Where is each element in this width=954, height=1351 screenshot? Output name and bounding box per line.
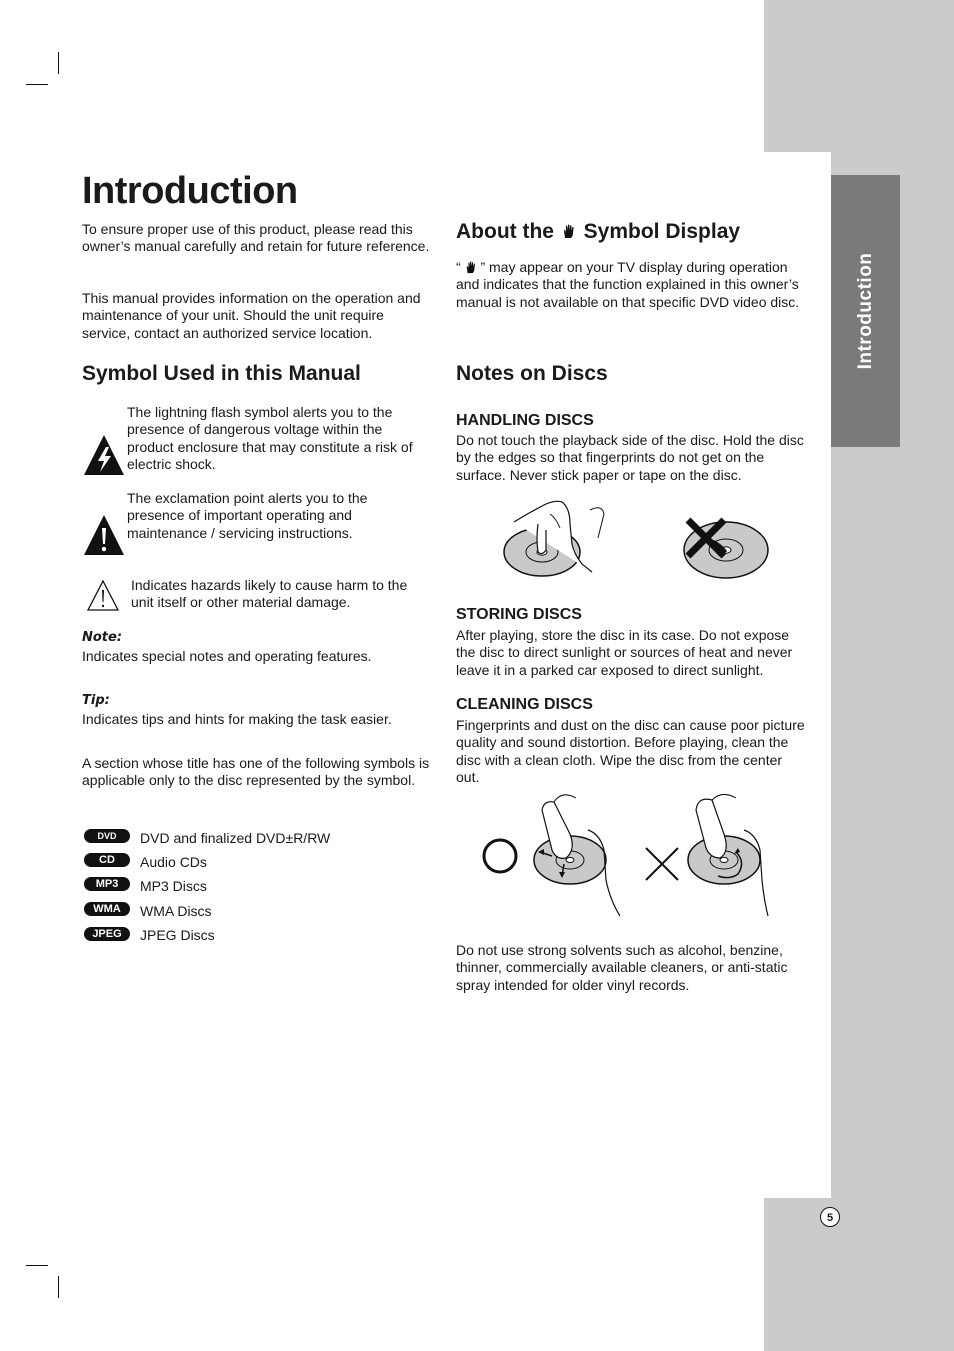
about-symbol-heading: About the Symbol Display — [456, 220, 741, 243]
hand-icon — [465, 261, 477, 274]
handling-discs-heading: HANDLING DISCS — [456, 412, 594, 429]
disc-label-mp3: MP3 Discs — [140, 878, 207, 894]
disc-badge-wma: WMA — [84, 902, 130, 916]
cleaning-discs-heading: CLEANING DISCS — [456, 696, 593, 713]
hazard-text: Indicates hazards likely to cause harm to the unit itself or other material damage. — [131, 577, 408, 611]
tip-label: Tip: — [82, 693, 110, 708]
disc-label-cd: Audio CDs — [140, 854, 207, 870]
storing-discs-text: After playing, store the disc in its case. Do not expose the disc to direct sunlight or sources of heat and never leave it in a parked car exposed to direct sunlight. — [456, 627, 793, 678]
disc-handling-correct-icon — [500, 494, 606, 580]
handling-discs-text: Do not touch the playback side of the disc. Hold the disc by the edges so that fingerprints do not get on the surface. Never stick paper or tape on the disc. — [456, 432, 804, 483]
crop-mark — [58, 1276, 59, 1298]
hand-icon — [562, 224, 576, 239]
disc-label-wma: WMA Discs — [140, 903, 212, 919]
disc-badge-dvd: DVD — [84, 829, 130, 843]
storing-discs-heading: STORING DISCS — [456, 606, 582, 623]
note-text: Indicates special notes and operating features. — [82, 648, 372, 664]
notes-on-discs-heading: Notes on Discs — [456, 362, 608, 385]
intro-paragraph-2: This manual provides information on the operation and maintenance of your unit. Should the unit require service, contact an authorized service location. — [82, 290, 421, 341]
about-symbol-text: “ ” may appear on your TV display during operation and indicates that the function explained in this owner’s manual is not available on that specific DVD video disc. — [456, 259, 800, 310]
disc-badge-cd: CD — [84, 853, 130, 867]
lightning-triangle-icon — [83, 434, 125, 476]
exclamation-text: The exclamation point alerts you to the presence of important operating and maintenance / servicing instructions. — [127, 490, 368, 541]
disc-cleaning-correct-icon — [480, 790, 620, 920]
side-tab-label: Introduction — [855, 252, 876, 370]
intro-paragraph-1: To ensure proper use of this product, please read this owner’s manual carefully and retain for future reference. — [82, 221, 430, 255]
note-label: Note: — [82, 630, 123, 645]
disc-label-jpeg: JPEG Discs — [140, 927, 215, 943]
caution-outline-icon — [86, 579, 120, 613]
tip-text: Indicates tips and hints for making the task easier. — [82, 711, 392, 727]
disc-intro-text: A section whose title has one of the following symbols is applicable only to the disc represented by the symbol. — [82, 755, 430, 789]
page-title: Introduction — [82, 170, 298, 212]
disc-badge-jpeg: JPEG — [84, 927, 130, 941]
margin-gray-bottom — [764, 1198, 954, 1351]
disc-badge-mp3: MP3 — [84, 877, 130, 891]
exclamation-triangle-icon — [83, 514, 125, 556]
disc-cleaning-wrong-icon — [640, 790, 770, 920]
lightning-text: The lightning flash symbol alerts you to the presence of dangerous voltage within the product enclosure that may constitute a risk of electric shock. — [82, 404, 432, 489]
crop-mark — [26, 84, 48, 85]
symbol-section-heading: Symbol Used in this Manual — [82, 362, 361, 385]
crop-mark — [26, 1265, 48, 1266]
page-number: 5 — [820, 1207, 840, 1227]
cleaning-discs-text: Fingerprints and dust on the disc can cause poor picture quality and sound distortion. Before playing, clean the disc with a clean cloth. Wipe the disc from the center out. — [456, 717, 805, 785]
disc-handling-wrong-icon — [680, 512, 772, 582]
disc-label-dvd: DVD and finalized DVD±R/RW — [140, 830, 331, 846]
solvent-warning-text: Do not use strong solvents such as alcohol, benzine, thinner, commercially available cleaners, or anti-static spray intended for older vinyl records. — [456, 942, 788, 993]
crop-mark — [58, 52, 59, 74]
